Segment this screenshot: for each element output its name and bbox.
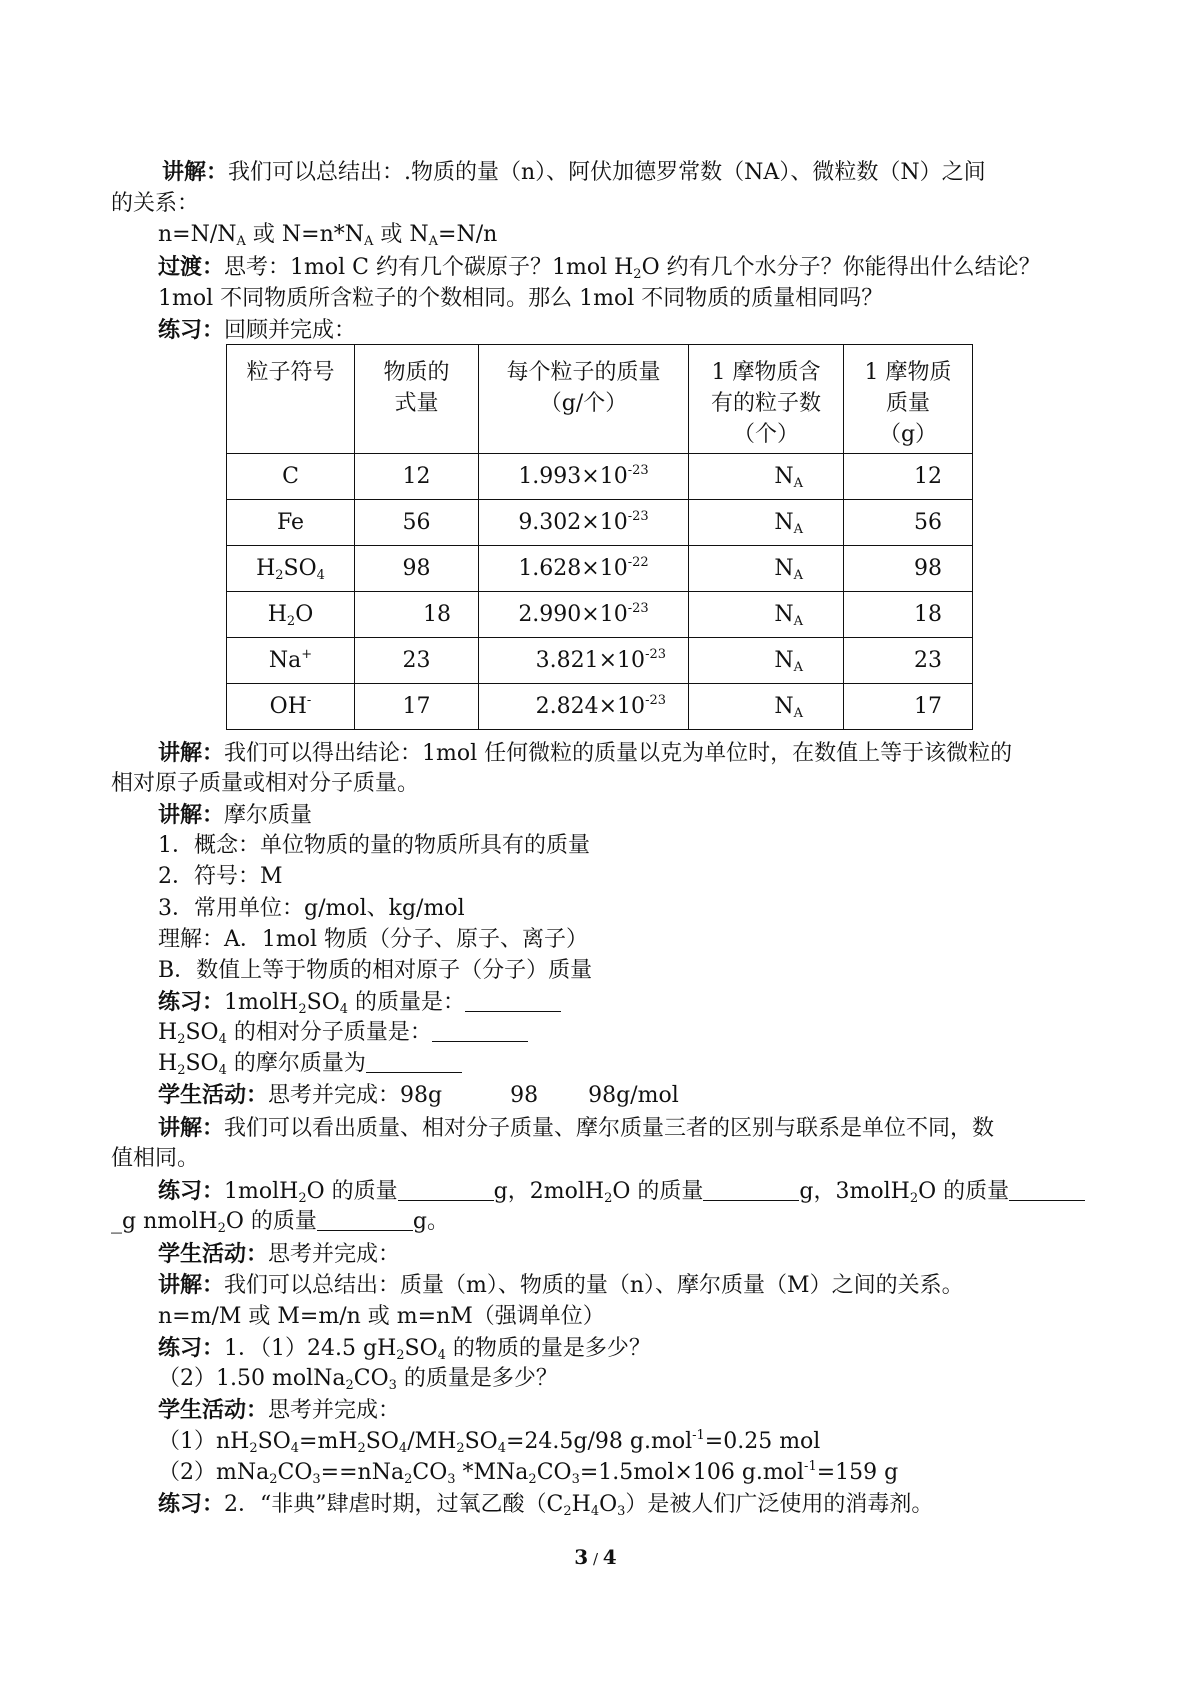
text: 我们可以总结出：质量（m）、物质的量（n）、摩尔质量（M）之间的关系。 xyxy=(224,1273,964,1298)
label: 学生活动： xyxy=(158,1082,269,1108)
paragraph-line xyxy=(111,191,199,217)
exercise-line: （2）1.50 $molNa_2CO_3$ 的质量是多少？ xyxy=(158,1366,558,1393)
formula-line xyxy=(158,222,497,248)
activity-line: 学生活动：思考并完成：98g 98 98g/mol xyxy=(158,1082,679,1108)
paragraph-line xyxy=(158,286,883,312)
particle-mass-cell: $2.824\times 10^{-23}$ xyxy=(479,684,689,730)
formula-weight-cell: 56 xyxy=(355,500,479,546)
text: 1．概念：单位物质的量的物质所具有的质量 xyxy=(158,833,590,858)
exercise-line: _g nmolH$_2$O 的质量 g。 xyxy=(111,1209,449,1236)
header-text: 式量 xyxy=(394,391,439,416)
answer-blank xyxy=(366,1052,462,1073)
paragraph-line xyxy=(158,1115,994,1142)
paragraph-line xyxy=(158,740,1012,767)
solution-line: $(1)nH_2SO_4=mH_2SO_4/MH_2SO_4=24.5g/98$ g.mol$^{-1}$=0.25 mol xyxy=(158,1428,821,1456)
answer-blank xyxy=(398,1180,494,1201)
text: 我们可以看出质量、相对分子质量、摩尔质量三者的区别与联系是单位不同，数 xyxy=(224,1116,995,1141)
answer-blank xyxy=(465,991,561,1012)
header-text: 物质的 xyxy=(383,360,450,385)
answer-blank xyxy=(432,1021,528,1042)
exercise-line: $H_2SO_4$ 的摩尔质量为 xyxy=(158,1051,462,1077)
paragraph-line xyxy=(111,1146,199,1172)
text: 理解：A．1mol 物质（分子、原子、离子） xyxy=(158,927,589,952)
particle-mass-cell: $1.628\times 10^{-22}$ xyxy=(479,546,689,592)
paragraph-line xyxy=(158,317,356,344)
header-text: 有的粒子数 xyxy=(710,391,821,416)
subscript: 2 xyxy=(633,267,642,282)
answer-blank xyxy=(317,1210,413,1231)
label: 学生活动： xyxy=(158,1241,269,1267)
molar-mass-cell: 12 xyxy=(844,454,973,500)
symbol-cell: OH- xyxy=(227,684,355,730)
page-separator: / xyxy=(588,1550,603,1568)
text: B．数值上等于物质的相对原子（分子）质量 xyxy=(158,958,593,983)
data-table xyxy=(226,344,973,730)
text: 或 N=n*N xyxy=(245,222,364,247)
text: 2．符号：M xyxy=(158,864,283,889)
page-number xyxy=(0,1545,1191,1569)
exercise-line: 练习：$1molH_2SO_4$ 的质量是： xyxy=(158,989,561,1016)
text: 我们可以得出结论：1mol 任何微粒的质量以克为单位时，在数值上等于该微粒的 xyxy=(224,741,1013,766)
paragraph-line xyxy=(158,254,1041,281)
paragraph-line xyxy=(162,159,986,186)
table-row xyxy=(227,638,973,684)
exercise-line: $H_2SO_4$ 的相对分子质量是： xyxy=(158,1020,528,1046)
label: 练习： xyxy=(158,317,225,343)
formula-weight-cell: 17 xyxy=(355,684,479,730)
text: 思考并完成： xyxy=(268,1398,401,1423)
paragraph-line xyxy=(158,927,588,953)
molar-mass-cell: 18 xyxy=(844,592,973,638)
label: 讲解： xyxy=(158,802,225,828)
molar-mass-cell: 56 xyxy=(844,500,973,546)
label: 讲解： xyxy=(158,740,225,766)
table-row xyxy=(227,592,973,638)
text: 值相同。 xyxy=(111,1146,200,1171)
answer-blank xyxy=(1009,1180,1085,1201)
label: 讲解： xyxy=(158,1115,225,1141)
particle-mass-cell: $9.302\times 10^{-23}$ xyxy=(479,500,689,546)
paragraph-line xyxy=(158,802,312,829)
particle-mass-cell: $2.990\times 10^{-23}$ xyxy=(479,592,689,638)
header-text: 质量 xyxy=(885,391,930,416)
header-text: （g） xyxy=(878,422,938,447)
label: 练习： xyxy=(158,1178,225,1204)
text: 摩尔质量 xyxy=(224,803,313,828)
table-header-cell xyxy=(689,345,844,454)
symbol-cell: $H_2SO_4$ xyxy=(227,546,355,592)
paragraph-line xyxy=(111,771,419,797)
table-header-cell xyxy=(479,345,689,454)
paragraph-line xyxy=(158,864,283,890)
formula-line xyxy=(158,1304,605,1330)
activity-line xyxy=(158,1397,400,1424)
total-pages: 4 xyxy=(602,1545,617,1569)
label: 练习： xyxy=(158,989,225,1015)
text: 思考并完成： xyxy=(268,1242,401,1267)
table-row xyxy=(227,500,973,546)
text: 思考：1mol C 约有几个碳原子？1mol H xyxy=(224,255,634,280)
text: 或 N xyxy=(373,222,429,247)
symbol-cell: Fe xyxy=(227,500,355,546)
symbol-cell: $H_2O$ xyxy=(227,592,355,638)
molar-mass-cell: 98 xyxy=(844,546,973,592)
table-header-cell xyxy=(227,345,355,454)
subscript: A xyxy=(364,234,374,249)
header-text: 1 摩物质含 xyxy=(711,360,821,385)
solution-line: $(2)mNa_2CO_3==nNa_2CO_3$ $*MNa_2CO_3=1.5mol\times 106$ g.mol$^{-1}$=159 g xyxy=(158,1459,899,1487)
text: 的关系： xyxy=(111,191,200,216)
particle-count-cell: $N_A$ xyxy=(689,592,844,638)
activity-line xyxy=(158,1241,400,1268)
label: 讲解： xyxy=(162,159,229,185)
table-row xyxy=(227,546,973,592)
table-header-row xyxy=(227,345,973,454)
symbol-cell: C xyxy=(227,454,355,500)
header-text: 粒子符号 xyxy=(246,360,335,385)
particle-count-cell: $N_A$ xyxy=(689,546,844,592)
paragraph-line xyxy=(158,896,465,922)
header-text: （个） xyxy=(732,422,799,447)
table-row xyxy=(227,454,973,500)
text: n=N/N xyxy=(158,222,237,247)
label: 过渡： xyxy=(158,254,225,280)
exercise-line: 练习：1molH$_2$O 的质量 g，2molH$_2$O 的质量 g，3molH$_2$O 的质量 xyxy=(158,1178,1085,1205)
subscript: A xyxy=(428,234,439,249)
text: 回顾并完成： xyxy=(224,318,357,343)
exercise-line: 练习：2．“非典”肆虐时期，过氧乙酸$(C_2H_4O_3)$是被人们广泛使用的消毒剂。 xyxy=(158,1491,934,1519)
particle-mass-cell: $1.993\times 10^{-23}$ xyxy=(479,454,689,500)
answer-blank xyxy=(703,1180,799,1201)
exercise-line: 练习：1．（1）24.5 $gH_2SO_4$ 的物质的量是多少？ xyxy=(158,1335,651,1363)
header-text: 每个粒子的质量 xyxy=(506,360,661,385)
paragraph-line xyxy=(158,833,590,859)
formula-weight-cell: 98 xyxy=(355,546,479,592)
text: 1mol 不同物质所含粒子的个数相同。那么 1mol 不同物质的质量相同吗？ xyxy=(158,286,884,311)
particle-mass-cell: $3.821\times 10^{-23}$ xyxy=(479,638,689,684)
text: 我们可以总结出：.物质的量（n）、阿伏加德罗常数（NA）、微粒数（N）之间 xyxy=(228,160,986,185)
text: 3．常用单位：g/mol、kg/mol xyxy=(158,896,465,921)
current-page: 3 xyxy=(574,1545,589,1569)
label: 练习： xyxy=(158,1491,225,1517)
header-text: 1 摩物质 xyxy=(864,360,952,385)
text: O 约有几个水分子？你能得出什么结论？ xyxy=(641,255,1041,280)
text: n=m/M 或 M=m/n 或 m=nM（强调单位） xyxy=(158,1304,605,1329)
text: =N/n xyxy=(438,222,498,247)
header-text: （g/个） xyxy=(539,391,628,416)
molar-mass-cell: 23 xyxy=(844,638,973,684)
particle-count-cell: $N_A$ xyxy=(689,684,844,730)
particle-count-cell: $N_A$ xyxy=(689,638,844,684)
formula-weight-cell: 23 xyxy=(355,638,479,684)
label: 讲解： xyxy=(158,1272,225,1298)
text: 相对原子质量或相对分子质量。 xyxy=(111,771,420,796)
table-row xyxy=(227,684,973,730)
particle-count-cell: $N_A$ xyxy=(689,454,844,500)
table-header-cell xyxy=(844,345,973,454)
label: 练习： xyxy=(158,1335,225,1361)
molar-mass-cell: 17 xyxy=(844,684,973,730)
formula-weight-cell: 12 xyxy=(355,454,479,500)
formula-weight-cell: 18 xyxy=(355,592,479,638)
paragraph-line xyxy=(158,1272,964,1299)
subscript: A xyxy=(236,234,246,249)
particle-count-cell: $N_A$ xyxy=(689,500,844,546)
label: 学生活动： xyxy=(158,1397,269,1423)
paragraph-line xyxy=(158,958,592,984)
symbol-cell: Na+ xyxy=(227,638,355,684)
table-header-cell xyxy=(355,345,479,454)
